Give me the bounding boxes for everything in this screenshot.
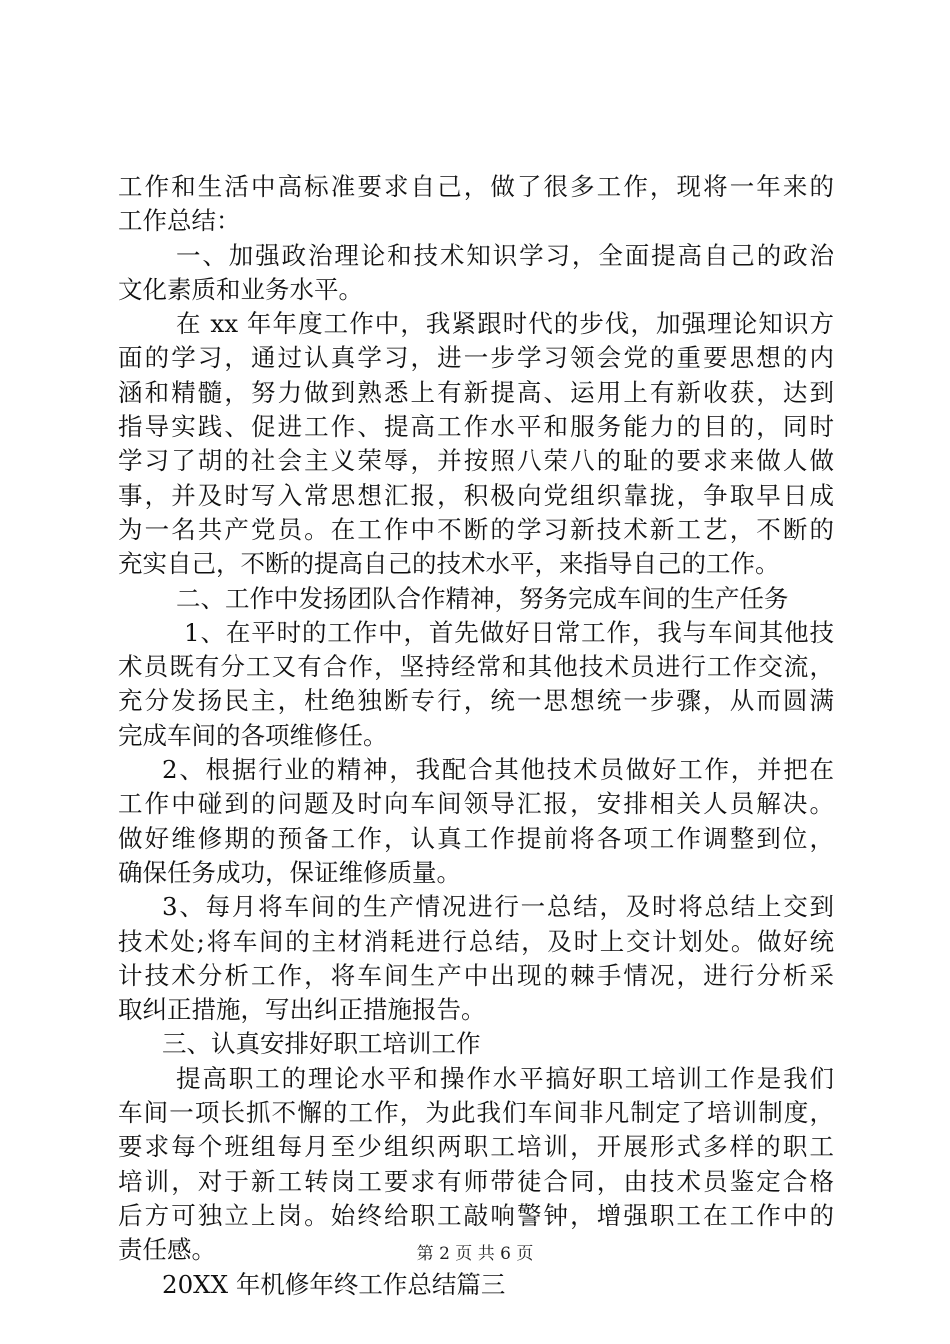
text-line: 充分发扬民主，杜绝独断专行，统一思想统一步骤，从而圆满: [118, 686, 834, 716]
text-line: 确保任务成功，保证维修质量。: [118, 857, 461, 887]
text-line: 3、每月将车间的生产情况进行一总结，及时将总结上交到: [162, 892, 834, 922]
text-line: 文化素质和业务水平。: [118, 274, 363, 304]
text-line: 指导实践、促进工作、提高工作水平和服务能力的目的，同时: [118, 412, 834, 442]
section-heading: 三、认真安排好职工培训工作: [162, 1029, 481, 1059]
text-line: 完成车间的各项维修任。: [118, 720, 388, 750]
text-line: 计技术分析工作，将车间生产中出现的棘手情况，进行分析采: [118, 960, 834, 990]
page-number: 第 2 页 共 6 页: [416, 1244, 534, 1264]
section-heading: 二、工作中发扬团队合作精神，努务完成车间的生产任务: [176, 583, 789, 613]
text-line: 面的学习，通过认真学习，进一步学习领会党的重要思想的内: [118, 343, 834, 373]
text-line: 事，并及时写入常思想汇报，积极向党组织靠拢，争取早日成: [118, 480, 834, 510]
text-line: 做好维修期的预备工作，认真工作提前将各项工作调整到位，: [118, 823, 834, 853]
document-body: [118, 170, 834, 1302]
text-line: 取纠正措施，写出纠正措施报告。: [118, 995, 486, 1025]
text-line: 车间一项长抓不懈的工作，为此我们车间非凡制定了培训制度，: [118, 1098, 834, 1128]
text-line: 提高职工的理论水平和操作水平搞好职工培训工作是我们: [176, 1063, 834, 1093]
section-heading: 20XX 年机修年终工作总结篇三: [162, 1269, 506, 1299]
text-line: 2、根据行业的精神，我配合其他技术员做好工作，并把在: [162, 755, 834, 785]
text-line: 1、在平时的工作中，首先做好日常工作，我与车间其他技: [184, 617, 834, 647]
text-line: 技术处;将车间的主材消耗进行总结，及时上交计划处。做好统: [118, 926, 834, 956]
text-line: 后方可独立上岗。始终给职工敲响警钟，增强职工在工作中的: [118, 1200, 834, 1230]
text-line: 充实自己，不断的提高自己的技术水平，来指导自己的工作。: [118, 549, 780, 579]
section-heading: 一、加强政治理论和技术知识学习，全面提高自己的政治: [176, 240, 834, 270]
text-line: 工作总结：: [118, 206, 241, 236]
text-line: 要求每个班组每月至少组织两职工培训，开展形式多样的职工: [118, 1132, 834, 1162]
text-line: 为一名共产党员。在工作中不断的学习新技术新工艺，不断的: [118, 514, 834, 544]
text-line: 涵和精髓，努力做到熟悉上有新提高、运用上有新收获，达到: [118, 377, 834, 407]
text-line: 工作和生活中高标准要求自己，做了很多工作，现将一年来的: [118, 172, 834, 201]
text-line: 学习了胡的社会主义荣辱，并按照八荣八的耻的要求来做人做: [118, 446, 834, 476]
text-line: 在 xx 年年度工作中，我紧跟时代的步伐，加强理论知识方: [176, 309, 834, 339]
text-line: 责任感。: [118, 1235, 216, 1265]
text-line: 培训，对于新工转岗工要求有师带徒合同，由技术员鉴定合格: [118, 1166, 834, 1196]
text-line: 术员既有分工又有合作，坚持经常和其他技术员进行工作交流，: [118, 652, 834, 682]
text-line: 工作中碰到的问题及时向车间领导汇报，安排相关人员解决。: [118, 789, 834, 819]
